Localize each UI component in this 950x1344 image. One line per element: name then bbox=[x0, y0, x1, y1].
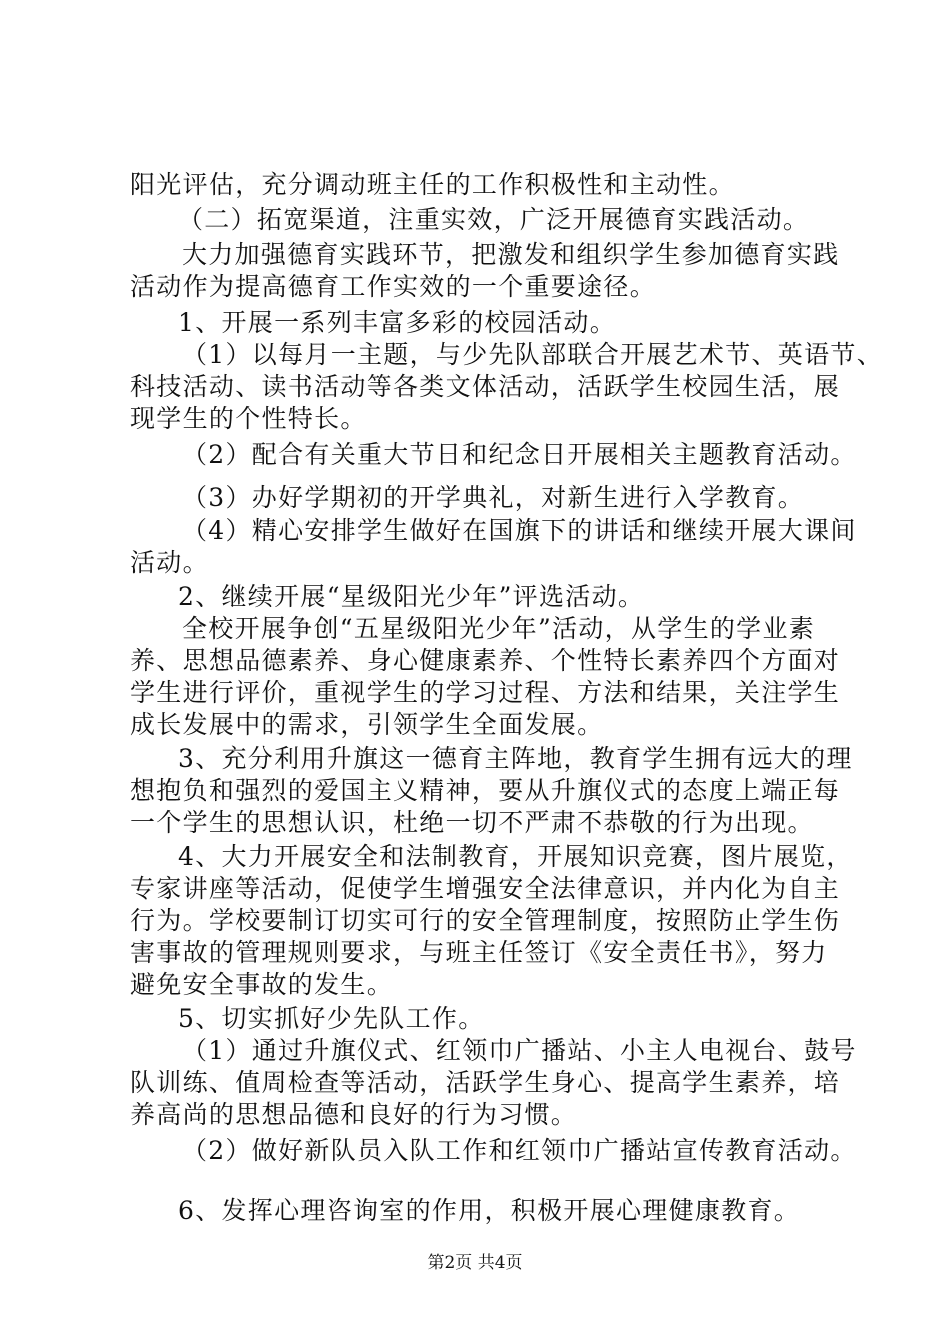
text-line: （2）做好新队员入队工作和红领巾广播站宣传教育活动。 bbox=[182, 1136, 857, 1165]
text-line: 成长发展中的需求，引领学生全面发展。 bbox=[130, 710, 604, 739]
subheading: 1、开展一系列丰富多彩的校园活动。 bbox=[178, 308, 617, 337]
page-number-footer: 第2页 共4页 bbox=[427, 1253, 523, 1273]
text-line: 养高尚的思想品德和良好的行为习惯。 bbox=[130, 1100, 578, 1129]
text-line: 4、大力开展安全和法制教育，开展知识竞赛，图片展览， bbox=[178, 842, 853, 871]
text-line: （1）通过升旗仪式、红领巾广播站、小主人电视台、鼓号 bbox=[182, 1036, 857, 1065]
text-line: 队训练、值周检查等活动，活跃学生身心、提高学生素养，培 bbox=[130, 1068, 841, 1097]
text-line: 养、思想品德素养、身心健康素养、个性特长素养四个方面对 bbox=[130, 646, 841, 675]
text-line: 现学生的个性特长。 bbox=[130, 404, 367, 433]
text-line: 想抱负和强烈的爱国主义精神，要从升旗仪式的态度上端正每 bbox=[130, 776, 841, 805]
text-line: 学生进行评价，重视学生的学习过程、方法和结果，关注学生 bbox=[130, 678, 841, 707]
text-line: （4）精心安排学生做好在国旗下的讲话和继续开展大课间 bbox=[182, 516, 857, 545]
text-line: 一个学生的思想认识，杜绝一切不严肃不恭敬的行为出现。 bbox=[130, 808, 814, 837]
text-line: 阳光评估，充分调动班主任的工作积极性和主动性。 bbox=[130, 170, 735, 199]
text-line: 3、充分利用升旗这一德育主阵地，教育学生拥有远大的理 bbox=[178, 744, 853, 773]
text-line: 行为。学校要制订切实可行的安全管理制度，按照防止学生伤 bbox=[130, 906, 841, 935]
text-line: 全校开展争创“五星级阳光少年”活动，从学生的学业素 bbox=[182, 614, 816, 643]
text-line: 活动作为提高德育工作实效的一个重要途径。 bbox=[130, 272, 657, 301]
section-heading: （二）拓宽渠道，注重实效，广泛开展德育实践活动。 bbox=[178, 205, 810, 234]
subheading: 2、继续开展“星级阳光少年”评选活动。 bbox=[178, 582, 645, 611]
text-line: （2）配合有关重大节日和纪念日开展相关主题教育活动。 bbox=[182, 440, 857, 469]
subheading: 5、切实抓好少先队工作。 bbox=[178, 1004, 485, 1033]
text-line: 大力加强德育实践环节，把激发和组织学生参加德育实践 bbox=[182, 240, 840, 269]
text-line: （3）办好学期初的开学典礼，对新生进行入学教育。 bbox=[182, 483, 805, 512]
subheading: 6、发挥心理咨询室的作用，积极开展心理健康教育。 bbox=[178, 1196, 801, 1225]
text-line: 专家讲座等活动，促使学生增强安全法律意识，并内化为自主 bbox=[130, 874, 841, 903]
text-line: （1）以每月一主题，与少先队部联合开展艺术节、英语节、 bbox=[182, 340, 884, 369]
text-line: 避免安全事故的发生。 bbox=[130, 970, 394, 999]
text-line: 害事故的管理规则要求，与班主任签订《安全责任书》，努力 bbox=[130, 938, 828, 967]
text-line: 科技活动、读书活动等各类文体活动，活跃学生校园生活，展 bbox=[130, 372, 841, 401]
text-line: 活动。 bbox=[130, 548, 209, 577]
